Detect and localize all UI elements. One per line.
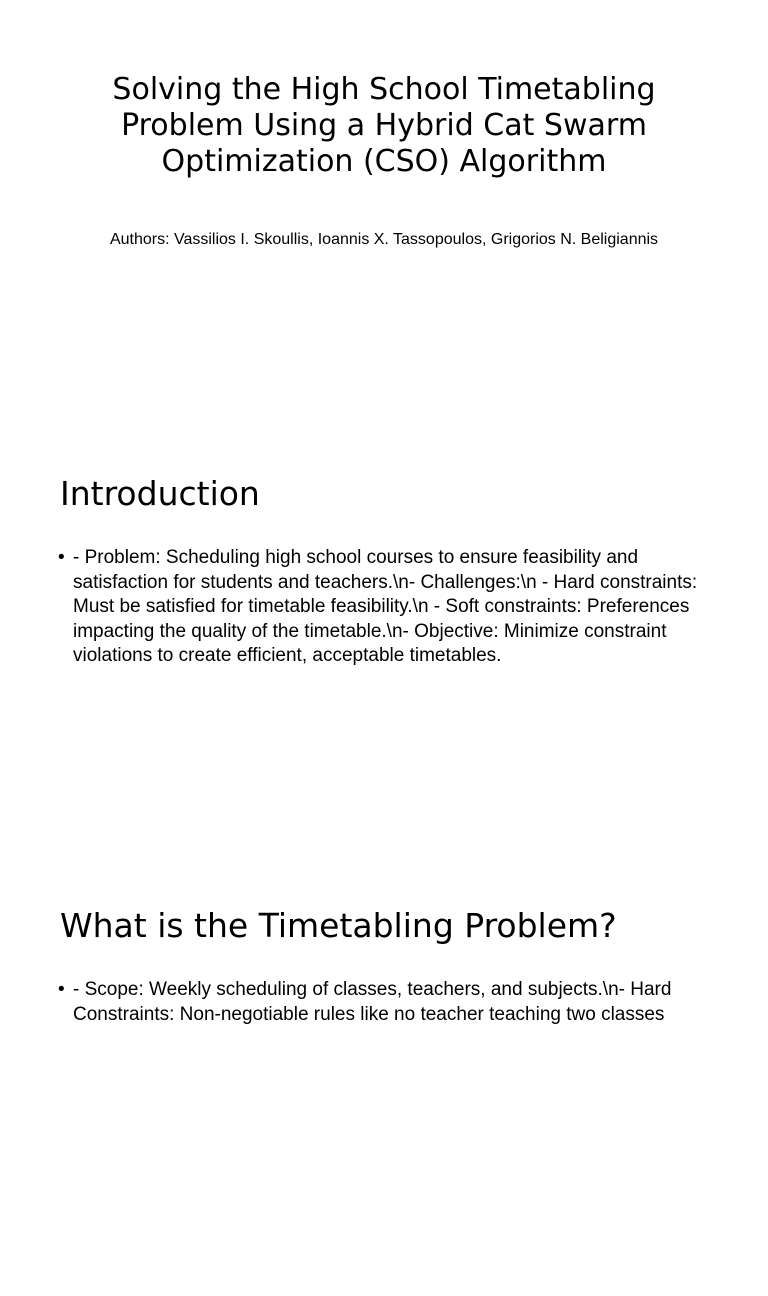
slide-heading: Introduction [60, 474, 260, 513]
bullet-item [58, 978, 718, 1027]
introduction-slide [0, 432, 768, 864]
slide-heading: What is the Timetabling Problem? [60, 906, 617, 945]
title-slide [0, 0, 768, 432]
bullet-text: - Scope: Weekly scheduling of classes, teachers, and subjects.\n- Hard Constraints: Non-negotiable rules like no teacher teaching two classes [73, 979, 672, 1025]
bullet-list [58, 546, 718, 669]
timetabling-problem-slide [0, 864, 768, 1296]
authors-subtitle: Authors: Vassilios I. Skoullis, Ioannis X. Tassopoulos, Grigorios N. Beligiannis [109, 231, 659, 248]
bullet-text: - Problem: Scheduling high school courses to ensure feasibility and satisfaction for students and teachers.\n- Challenges:\n - Hard constraints: Must be satisfied for timetable feasibility.\n - Soft constraints: Preferences impacting the quality of the timetable.\n- Objective: Minimize constraint violations to create efficient, acceptable timetables. [73, 547, 698, 666]
bullet-icon: • [58, 547, 65, 568]
bullet-item [58, 546, 718, 669]
bullet-icon: • [58, 979, 65, 1000]
bullet-list [58, 978, 718, 1027]
presentation-title: Solving the High School Timetabling Problem Using a Hybrid Cat Swarm Optimization (CSO) Algorithm [112, 72, 656, 179]
